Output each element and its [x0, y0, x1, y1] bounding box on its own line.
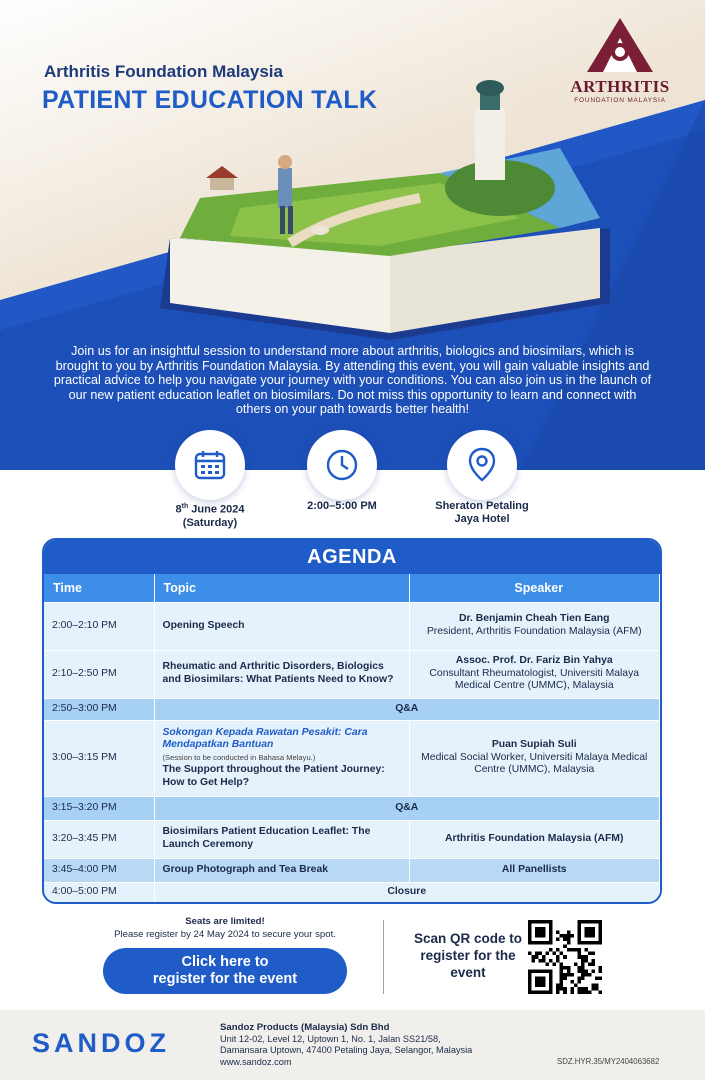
register-button[interactable]	[103, 948, 347, 994]
topic-note: (Session to be conducted in Bahasa Melayu.)	[162, 752, 316, 762]
seats-limited-text: Seats are limited!	[185, 916, 265, 927]
speaker-name: All Panellists	[501, 863, 567, 875]
clock-icon-circle	[307, 430, 377, 500]
agenda-topic: Rheumatic and Arthritic Disorders, Biologics and Biosimilars: What Patients Need to Know?	[154, 650, 409, 698]
sandoz-logo: SANDOZ	[32, 1028, 170, 1058]
event-venue	[402, 430, 562, 526]
agenda-topic: Biosimilars Patient Education Leaflet: The Launch Ceremony	[154, 820, 409, 858]
location-pin-icon	[467, 447, 497, 483]
hero-banner	[0, 0, 705, 470]
speaker-detail: Medical Social Worker, Universiti Malaya Medical Centre (UMMC), Malaysia	[421, 751, 648, 776]
registration-block	[90, 916, 360, 994]
agenda-time: 3:45–4:00 PM	[44, 858, 154, 882]
agenda-span: Q&A	[154, 698, 660, 720]
venue-line1: Sheraton Petaling	[435, 500, 529, 512]
footer	[0, 1010, 705, 1080]
agenda-time: 2:50–3:00 PM	[44, 698, 154, 720]
agenda-topic	[154, 720, 409, 796]
divider	[383, 920, 384, 994]
agenda-row	[44, 858, 660, 882]
agenda-row-qa	[44, 796, 660, 820]
event-title: PATIENT EDUCATION TALK	[42, 86, 378, 114]
company-website: www.sandoz.com	[220, 1056, 292, 1067]
speaker-name: Puan Supiah Suli	[491, 739, 577, 751]
agenda-table	[44, 574, 660, 902]
company-info	[220, 1022, 472, 1068]
agenda-speaker	[409, 858, 660, 882]
agenda-time: 2:00–2:10 PM	[44, 602, 154, 650]
agenda-span: Closure	[154, 882, 660, 902]
topic-english: The Support throughout the Patient Journey: How to Get Help?	[162, 764, 385, 788]
registration-qr-code[interactable]	[528, 920, 602, 994]
agenda-row	[44, 720, 660, 796]
venue-line2: Jaya Hotel	[454, 513, 510, 525]
register-deadline-text: Please register by 24 May 2024 to secure your spot.	[114, 929, 336, 940]
company-address-line1: Unit 12-02, Level 12, Uptown 1, No. 1, Jalan SS21/58,	[220, 1033, 441, 1044]
event-time	[262, 430, 422, 513]
logo-wordmark: ARTHRITIS	[570, 77, 670, 96]
reference-code: SDZ.HYR.35/MY2404063682	[557, 1057, 660, 1066]
agenda-topic: Opening Speech	[154, 602, 409, 650]
agenda-row	[44, 650, 660, 698]
clock-icon	[325, 448, 359, 482]
date-weekday: (Saturday)	[182, 516, 238, 529]
agenda-time: 3:15–3:20 PM	[44, 796, 154, 820]
agenda-speaker	[409, 650, 660, 698]
organization-name: Arthritis Foundation Malaysia	[44, 62, 283, 81]
calendar-icon-circle	[175, 430, 245, 500]
logo-subtitle: FOUNDATION MALAYSIA	[574, 97, 666, 104]
agenda-speaker	[409, 602, 660, 650]
agenda-speaker	[409, 820, 660, 858]
date-month-year: June 2024	[188, 503, 245, 516]
company-name: Sandoz Products (Malaysia) Sdn Bhd	[220, 1022, 390, 1033]
column-header-topic: Topic	[154, 574, 409, 602]
date-day: 8	[175, 503, 182, 516]
agenda-header-row	[44, 574, 660, 602]
agenda-topic: Group Photograph and Tea Break	[154, 858, 409, 882]
agenda-row-qa	[44, 698, 660, 720]
agenda-time: 2:10–2:50 PM	[44, 650, 154, 698]
column-header-time: Time	[44, 574, 154, 602]
calendar-icon	[193, 449, 227, 481]
agenda-panel	[42, 538, 662, 904]
scan-qr-text: Scan QR code to register for the event	[413, 931, 523, 980]
agenda-title: AGENDA	[44, 540, 660, 574]
register-button-line2: register for the event	[152, 971, 298, 987]
company-address-line2: Damansara Uptown, 47400 Petaling Jaya, Selangor, Malaysia	[220, 1045, 473, 1055]
date-suffix: th	[181, 503, 189, 510]
location-icon-circle	[447, 430, 517, 500]
speaker-name: Arthritis Foundation Malaysia (AFM)	[445, 832, 624, 844]
intro-paragraph: Join us for an insightful session to understand more about arthritis, biologics and biosimilars, which is brought to you by Arthritis Foundation Malaysia. By attending this event, you will gain valuable insights and practical advice to help you navigate your journey with your conditions. You can also join us in the launch of our new patient education leaflet on biosimilars. Do not miss this opportunity to learn and connect with others on your path towards better health!	[53, 344, 652, 417]
agenda-speaker	[409, 720, 660, 796]
register-button-line1: Click here to	[181, 954, 269, 970]
pop-up-book-illustration	[140, 78, 620, 350]
agenda-time: 3:20–3:45 PM	[44, 820, 154, 858]
agenda-row	[44, 882, 660, 902]
speaker-name: Assoc. Prof. Dr. Fariz Bin Yahya	[455, 655, 613, 667]
topic-malay: Sokongan Kepada Rawatan Pesakit: Cara Mendapatkan Bantuan	[162, 726, 368, 751]
speaker-name: Dr. Benjamin Cheah Tien Eang	[458, 613, 610, 625]
column-header-speaker: Speaker	[409, 574, 660, 602]
speaker-detail: Consultant Rheumatologist, Universiti Malaya Medical Centre (UMMC), Malaysia	[429, 667, 640, 692]
time-text: 2:00–5:00 PM	[307, 500, 377, 512]
agenda-time: 3:00–3:15 PM	[44, 720, 154, 796]
arthritis-logo-mark	[585, 16, 655, 74]
speaker-detail: President, Arthritis Foundation Malaysia (AFM)	[426, 626, 642, 637]
event-info-row	[0, 430, 705, 530]
agenda-time: 4:00–5:00 PM	[44, 882, 154, 902]
agenda-span: Q&A	[154, 796, 660, 820]
venue-text	[402, 500, 562, 526]
agenda-row	[44, 602, 660, 650]
agenda-row	[44, 820, 660, 858]
